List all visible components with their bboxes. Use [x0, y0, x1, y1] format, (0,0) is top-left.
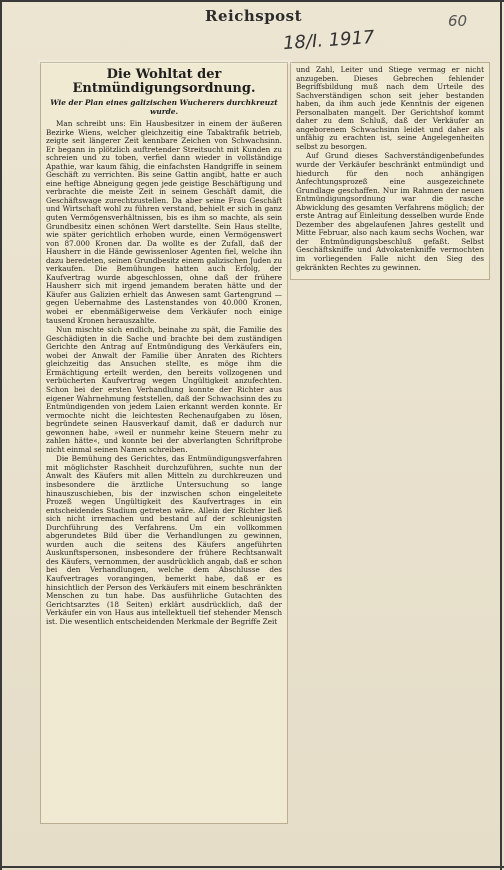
- article-clipping-right: [290, 62, 490, 280]
- newspaper-name: Reichspost: [205, 7, 303, 25]
- article-subtitle-line2: wurde.: [149, 107, 179, 116]
- article-subtitle-line1: Wie der Plan eines galizischen Wucherers durchkreuzt: [50, 98, 278, 107]
- frame-top-line: [0, 0, 504, 2]
- handwritten-number: 60: [448, 12, 468, 30]
- article-clipping-left: [40, 62, 288, 824]
- paragraph-3: Die Bemühung des Gerichtes, das Entmündigungsverfahren mit möglichster Raschheit durchzuführen, suchte nun der Anwalt des Käufers mit allen Mitteln zu durchkreuzen und insbesondere die ärztliche Untersuchung so lange hinauszuschieben, bis der inzwischen schon eingeleitete Prozeß wegen Ungültigkeit des Kaufvertrages in ein entscheidendes Stadium getreten wäre. Allein der Richter ließ sich nicht irremachen und bestand auf der schleunigsten Durchführung des Verfahrens. Um ein vollkommen abgerundetes Bild über die Verhandlungen zu gewinnen, wurden auch die seitens des Käufers angeführten Auskunftspersonen, insbesondere der frühere Rechtsanwalt des Käufers, vernommen, der ausdrücklich angab, daß er schon bei den Verhandlungen, welche dem Abschlusse des Kaufvertrages vorangingen, bemerkt habe, daß er es hinsichtlich der Person des Verkäufers mit einem beschränkten Menschen zu tun habe. Das ausführliche Gutachten des Gerichtsarztes (18 Seiten) erklärt ausdrücklich, daß der Verkäufer ein von Haus aus intellektuell tief stehender Mensch ist. Die wesentlich entscheidenden Merkmale der Begriffe Zeit: [46, 454, 282, 626]
- article-title: [46, 68, 282, 96]
- article-title-line2: Entmündigungsordnung.: [72, 81, 256, 96]
- frame-bottom-line: [0, 866, 504, 868]
- article-body-left: [46, 120, 282, 626]
- paragraph-5: Auf Grund dieses Sachverständigenbefundes wurde der Verkäufer beschränkt entmündigt und hiedurch für den noch anhängigen Anfechtungsprozeß eine ausgezeichnete Grundlage geschaffen. Nur im Rahmen der neuen Entmündigungsordnung war die rasche Abwicklung des gesamten Verfahrens möglich; der erste Antrag auf Einleitung desselben wurde Ende Dezember des abgelaufenen Jahres gestellt und Mitte Februar, also nach kaum sechs Wochen, war der Entmündigungsbeschluß gefaßt. Selbst Geschäftskniffe und Advokatenkniffe vermochten im vorliegenden Falle nicht den Sieg des gekränkten Rechtes zu gewinnen.: [296, 151, 484, 272]
- paragraph-2: Nun mischte sich endlich, beinahe zu spät, die Familie des Geschädigten in die Sache und brachte bei dem zuständigen Gerichte den Antrag auf Entmündigung des Verkäufers ein, wobei der Anwalt der Familie über Anraten des Richters gleichzeitig das Ansuchen stellte, es möge ihm die Ermächtigung erteilt werden, den bereits vollzogenen und verbücherten Kaufvertrag wegen Ungültigkeit anzufechten. Schon bei der ersten Verhandlung konnte der Richter aus eigener Wahrnehmung feststellen, daß der Schwachsinn des zu Entmündigenden von jedem Laien erkannt werden konnte. Er vermochte nicht die leichtesten Rechenaufgaben zu lösen, begründete seinen Hausverkauf damit, daß er dadurch nur gewonnen habe, »weil er nunmehr keine Steuern mehr zu zahlen hätte«, und konnte bei der abverlangten Schriftprobe nicht einmal seinen Namen schreiben.: [46, 325, 282, 454]
- frame-left-line: [0, 0, 2, 870]
- article-subtitle: [46, 98, 282, 116]
- article-body-right: [296, 66, 484, 272]
- frame-right-line: [500, 0, 502, 870]
- article-title-line1: Die Wohltat der: [106, 67, 222, 82]
- handwritten-date: 18/I. 1917: [282, 26, 376, 55]
- paragraph-1: Man schreibt uns: Ein Hausbesitzer in einem der äußeren Bezirke Wiens, welcher gleichzeitig eine Tabaktrafik betrieb, zeigte seit längerer Zeit kennbare Zeichen von Schwachsinn. Er begann in plötzlich auftretender Streitsucht mit Kunden zu schreien und zu toben, verfiel dann wieder in vollständige Apathie, war kaum fähig, die einfachsten Handgriffe in seinem Geschäft zu verrichten. Bis seine Gattin angibt, hatte er auch eine heftige Abneigung gegen jede geistige Beschäftigung und verbrachte die meiste Zeit in seinem Geschäft damit, die Geschäftswage zurechtzustellen. Da aber seine Frau Geschäft und Wirtschaft wohl zu führen verstand, behielt er sich in ganz guten Vermögensverhältnissen, bis es ihm so machte, als sein Grundbesitz einen schönen Wert darstellte. Sein Haus stellte, wie später gerichtlich erhoben wurde, einen Vermögenswert von 87.000 Kronen dar. Da wollte es der Zufall, daß der Hausherr in die Hände gewissenloser Agenten fiel, welche ihn dazu beredeten, seinen Grundbesitz einem galizischen Juden zu verkaufen. Die Bemühungen hatten auch Erfolg, der Kaufvertrag wurde abgeschlossen, ohne daß der frühere Hausherr sich mit irgend jemandem beraten hätte und der Käufer aus Galizien erhielt das Anwesen samt Gartengrund — gegen Uebernahme des Lastenstandes von 40.000 Kronen, wobei er ebenmäßigerweise dem Verkäufer noch einige tausend Kronen herauszahlte.: [46, 119, 282, 325]
- mounting-tape: [38, 60, 292, 64]
- paragraph-4: und Zahl, Leiter und Stiege vermag er nicht anzugeben. Dieses Gebrechen fehlender Begriffsbildung muß nach dem Urteile des Sachverständigen schon seit jeher bestanden haben, da ihm auch jede Kenntnis der eigenen Personalbaten mangelt. Der Gerichtshof kommt daher zu dem Schluß, daß der Verkäufer an angeborenem Schwachsinn leidet und daher als unfähig zu erachten ist, seine Angelegenheiten selbst zu besorgen.: [296, 65, 484, 151]
